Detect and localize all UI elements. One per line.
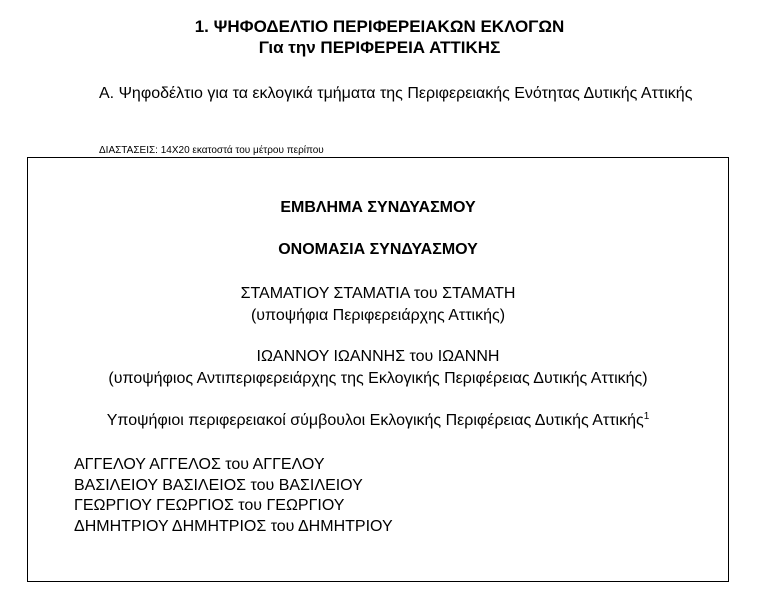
councillors-list	[74, 455, 393, 537]
list-item: ΓΕΩΡΓΙΟΥ ΓΕΩΡΓΙΟΣ του ΓΕΩΡΓΙΟΥ	[74, 497, 345, 514]
governor-candidate-role: (υποψήφια Περιφερειάρχης Αττικής)	[250, 307, 506, 324]
ballot-sample-frame	[27, 157, 729, 582]
councillors-heading	[28, 411, 728, 431]
list-item: ΔΗΜΗΤΡΙΟΥ ΔΗΜΗΤΡΙΟΣ του ΔΗΜΗΤΡΙΟΥ	[74, 517, 393, 535]
ballot-section-intro: Α. Ψηφοδέλτιο για τα εκλογικά τμήματα της Περιφερειακής Ενότητας Δυτικής Αττικής	[99, 85, 693, 102]
footnote-marker: 1	[643, 411, 650, 422]
coalition-emblem-label: ΕΜΒΛΗΜΑ ΣΥΝΔΥΑΣΜΟΥ	[280, 199, 476, 216]
list-item: ΑΓΓΕΛΟΥ ΑΓΓΕΛΟΣ του ΑΓΓΕΛΟΥ	[74, 456, 325, 473]
deputy-governor-candidate-role: (υποψήφιος Αντιπεριφερειάρχης της Εκλογικής Περιφέρειας Δυτικής Αττικής)	[108, 370, 648, 387]
coalition-name-label: ΟΝΟΜΑΣΙΑ ΣΥΝΔΥΑΣΜΟΥ	[278, 241, 478, 258]
ballot-dimensions-note: ΔΙΑΣΤΑΣΕΙΣ: 14Χ20 εκατοστά του μέτρου περίπου	[99, 145, 324, 156]
document-subtitle: Για την ΠΕΡΙΦΕΡΕΙΑ ΑΤΤΙΚΗΣ	[258, 38, 501, 57]
deputy-governor-candidate-name: ΙΩΑΝΝΟΥ ΙΩΑΝΝΗΣ του ΙΩΑΝΝΗ	[256, 348, 500, 365]
document-title: 1. ΨΗΦΟΔΕΛΤΙΟ ΠΕΡΙΦΕΡΕΙΑΚΩΝ ΕΚΛΟΓΩΝ	[194, 17, 565, 36]
councillors-heading-text: Υποψήφιοι περιφερειακοί σύμβουλοι Εκλογικής Περιφέρειας Δυτικής Αττικής	[106, 412, 644, 429]
governor-candidate-name: ΣΤΑΜΑΤΙΟΥ ΣΤΑΜΑΤΙΑ του ΣΤΑΜΑΤΗ	[240, 285, 516, 302]
list-item: ΒΑΣΙΛΕΙΟΥ ΒΑΣΙΛΕΙΟΣ του ΒΑΣΙΛΕΙΟΥ	[74, 476, 363, 494]
